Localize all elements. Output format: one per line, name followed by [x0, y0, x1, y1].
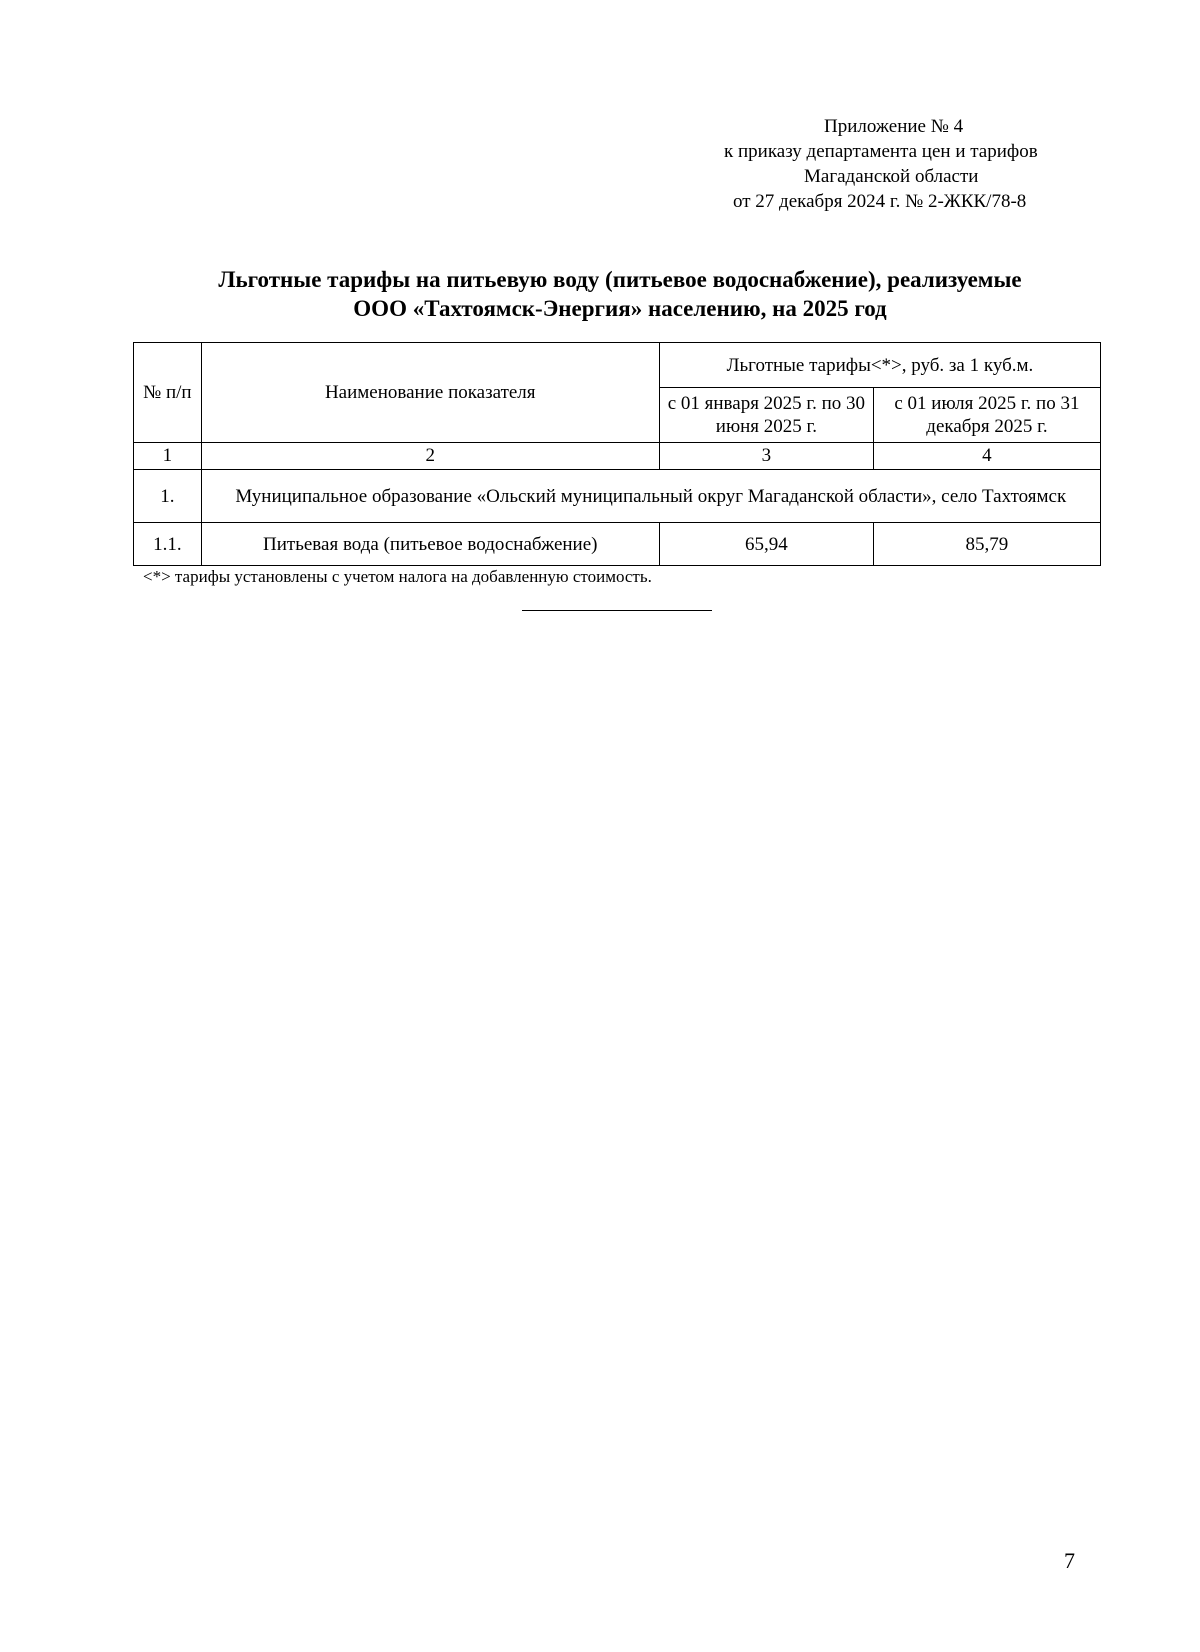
column-index-3: 3: [659, 443, 873, 470]
header-num: № п/п: [134, 343, 202, 443]
header-period-2: с 01 июля 2025 г. по 31 декабря 2025 г.: [873, 388, 1100, 443]
table-row: [134, 470, 1101, 523]
table-column-index-row: [134, 443, 1101, 470]
appendix-order-ref: к приказу департамента цен и тарифов: [724, 141, 1038, 162]
appendix-number: Приложение № 4: [824, 116, 964, 137]
municipality-num: 1.: [134, 470, 202, 523]
column-index-1: 1: [134, 443, 202, 470]
table-row: [134, 523, 1101, 566]
municipality-name: Муниципальное образование «Ольский муниципальный округ Магаданской области», село Тахтоямск: [201, 470, 1100, 523]
tariff-table: [133, 342, 1101, 566]
document-title: [140, 265, 1100, 323]
appendix-header: [700, 114, 1090, 214]
appendix-region: Магаданской области: [804, 166, 979, 187]
document-title-line-1: Льготные тарифы на питьевую воду (питьевое водоснабжение), реализуемые: [218, 267, 1022, 292]
footnote: <*> тарифы установлены с учетом налога на добавленную стоимость.: [143, 567, 652, 586]
table-header-row: [134, 343, 1101, 388]
appendix-order-date: от 27 декабря 2024 г. № 2-ЖКК/78-8: [733, 191, 1027, 212]
row-tariff-period-2: 85,79: [873, 523, 1100, 566]
column-index-2: 2: [201, 443, 659, 470]
column-index-4: 4: [873, 443, 1100, 470]
page-number: 7: [1064, 1548, 1075, 1573]
row-name: Питьевая вода (питьевое водоснабжение): [201, 523, 659, 566]
header-name: Наименование показателя: [201, 343, 659, 443]
document-title-line-2: ООО «Тахтоямск-Энергия» населению, на 2025 год: [353, 296, 887, 321]
row-num: 1.1.: [134, 523, 202, 566]
closing-divider: [522, 610, 712, 611]
header-tariffs-group: Льготные тарифы<*>, руб. за 1 куб.м.: [659, 343, 1100, 388]
row-tariff-period-1: 65,94: [659, 523, 873, 566]
header-period-1: с 01 января 2025 г. по 30 июня 2025 г.: [659, 388, 873, 443]
